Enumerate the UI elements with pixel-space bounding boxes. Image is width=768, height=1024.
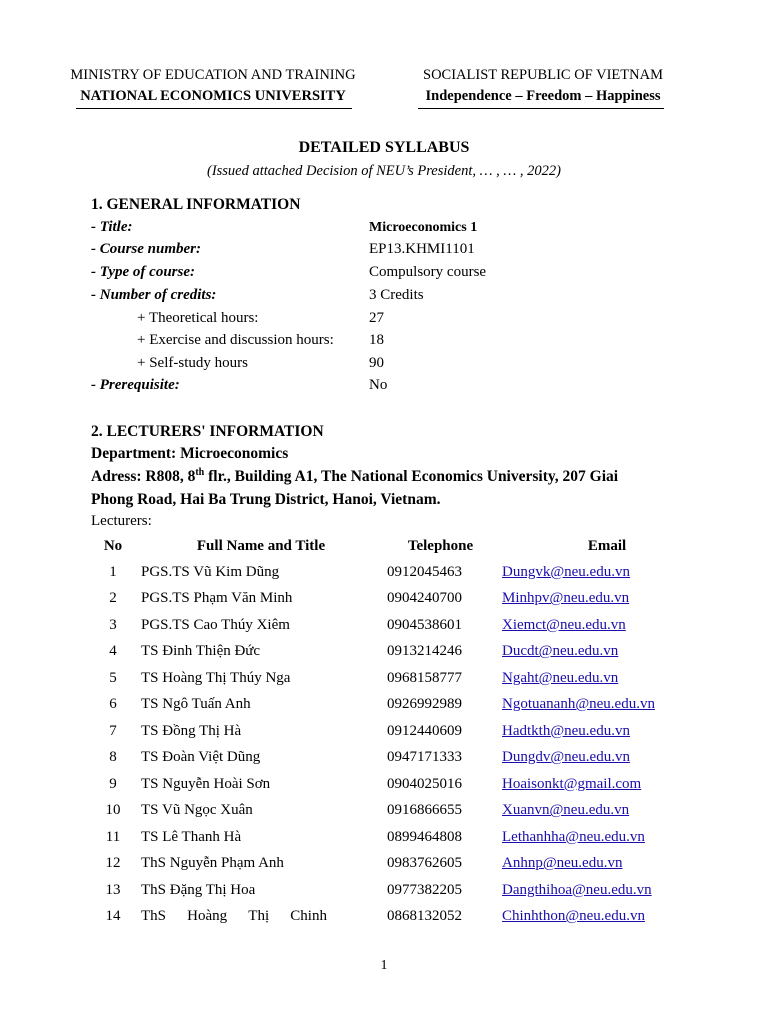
cell-email <box>494 586 712 613</box>
field-label-course-number <box>91 241 201 258</box>
table-row <box>91 639 712 666</box>
field-value-credits: 3 Credits <box>369 287 424 303</box>
cell-email <box>494 798 712 825</box>
cell-email <box>494 559 712 586</box>
table-row <box>91 586 712 613</box>
email-link[interactable]: Minhpv@neu.edu.vn <box>502 590 630 607</box>
field-value-exercise: 18 <box>369 332 384 348</box>
field-value-title: Microeconomics 1 <box>369 220 478 235</box>
cell-email <box>494 639 712 666</box>
cell-telephone: 0926992989 <box>387 696 462 713</box>
cell-email <box>494 612 712 639</box>
field-label-prerequisite: - Prerequisite: <box>91 377 180 393</box>
cell-no: 8 <box>109 749 117 766</box>
address-line-1-pre: Adress: R808, 8 <box>91 468 196 486</box>
table-row <box>91 665 712 692</box>
cell-email <box>494 745 712 772</box>
cell-email <box>494 771 712 798</box>
table-row <box>91 851 712 878</box>
cell-telephone: 0913214246 <box>387 643 462 660</box>
cell-name: PGS.TS Phạm Văn Minh <box>141 590 293 607</box>
email-link[interactable]: Ducdt@neu.edu.vn <box>502 643 619 660</box>
email-link[interactable]: Dangthihoa@neu.edu.vn <box>502 881 652 898</box>
table-row <box>91 612 712 639</box>
email-link[interactable]: Dungvk@neu.edu.vn <box>502 563 630 580</box>
table-row <box>91 798 712 825</box>
address-superscript: th <box>195 467 205 478</box>
cell-no: 4 <box>109 643 117 660</box>
cell-no: 12 <box>105 855 121 872</box>
cell-no: 9 <box>109 775 117 792</box>
cell-name: ThS Đặng Thị Hoa <box>141 881 256 898</box>
cell-telephone: 0947171333 <box>387 749 462 766</box>
email-link[interactable]: Hadtkth@neu.edu.vn <box>502 722 630 739</box>
email-link[interactable]: Hoaisonkt@gmail.com <box>502 775 642 792</box>
cell-name: TS Đoàn Việt Dũng <box>141 749 261 766</box>
cell-no: 1 <box>109 563 117 580</box>
name-word: Chinh <box>290 908 327 925</box>
table-row <box>91 824 712 851</box>
section-lecturers-heading: 2. LECTURERS' INFORMATION <box>91 423 324 440</box>
cell-name: TS Vũ Ngọc Xuân <box>141 802 253 819</box>
cell-telephone: 0983762605 <box>387 855 462 872</box>
cell-no: 7 <box>109 722 117 739</box>
cell-name: TS Đồng Thị Hà <box>141 722 242 739</box>
field-label-theoretical: + Theoretical hours: <box>137 310 259 326</box>
cell-no: 3 <box>109 616 117 633</box>
university-name: NATIONAL ECONOMICS UNIVERSITY <box>80 88 346 104</box>
field-label-type: - Type of course: <box>91 264 195 280</box>
field-value-prerequisite: No <box>369 377 388 393</box>
page-number: 1 <box>380 958 388 973</box>
cell-telephone: 0977382205 <box>387 881 462 898</box>
table-row <box>91 771 712 798</box>
cell-telephone: 0899464808 <box>387 828 462 845</box>
cell-email <box>494 665 712 692</box>
table-row <box>91 904 712 931</box>
email-link[interactable]: Xiemct@neu.edu.vn <box>502 616 626 633</box>
page-subtitle: (Issued attached Decision of NEU’s President, … , … , 2022) <box>206 163 561 179</box>
cell-name: TS Ngô Tuấn Anh <box>141 696 251 713</box>
table-header-row <box>91 533 712 559</box>
cell-email <box>494 851 712 878</box>
field-label-credits: - Number of credits: <box>91 287 217 303</box>
address-line-2: Phong Road, Hai Ba Trung District, Hanoi, Vietnam. <box>91 491 441 508</box>
page-title: DETAILED SYLLABUS <box>298 139 470 156</box>
col-header-no: No <box>103 537 123 554</box>
cell-name: PGS.TS Vũ Kim Dũng <box>141 563 280 580</box>
cell-telephone: 0916866655 <box>387 802 462 819</box>
table-row <box>91 745 712 772</box>
name-word: Hoàng <box>187 908 228 925</box>
cell-name: TS Đinh Thiện Đức <box>141 643 261 660</box>
cell-email <box>494 904 712 931</box>
address-line-1 <box>91 467 618 486</box>
justified-name <box>141 908 327 925</box>
address-line-1-post: flr., Building A1, The National Economics University, 207 Giai <box>204 468 619 486</box>
left-header-underline <box>76 108 352 109</box>
field-label-self-study: + Self-study hours <box>137 355 248 371</box>
cell-telephone: 0904025016 <box>387 775 462 792</box>
cell-name <box>135 904 387 931</box>
email-link[interactable]: Chinhthon@neu.edu.vn <box>502 908 645 925</box>
table-row <box>91 718 712 745</box>
field-label-title: - Title: <box>91 219 133 235</box>
cell-no: 5 <box>109 669 117 686</box>
cell-no: 13 <box>105 881 121 898</box>
cell-name: ThS Nguyễn Phạm Anh <box>141 855 284 872</box>
email-link[interactable]: Anhnp@neu.edu.vn <box>502 855 623 872</box>
department-line: Department: Microeconomics <box>91 445 289 462</box>
cell-telephone: 0912045463 <box>387 563 462 580</box>
right-header-underline <box>418 108 664 109</box>
table-row <box>91 692 712 719</box>
email-link[interactable]: Dungdv@neu.edu.vn <box>502 749 630 766</box>
ministry-name: MINISTRY OF EDUCATION AND TRAINING <box>70 67 356 83</box>
cell-telephone: 0912440609 <box>387 722 462 739</box>
field-label-exercise: + Exercise and discussion hours: <box>137 332 334 348</box>
field-value-self-study: 90 <box>369 355 384 371</box>
republic-name: SOCIALIST REPUBLIC OF VIETNAM <box>423 67 663 83</box>
field-value-type: Compulsory course <box>369 264 487 280</box>
cell-no: 2 <box>109 590 117 607</box>
field-label-course-number-text: - Course number: <box>91 241 202 257</box>
col-header-email: Email <box>587 537 627 554</box>
cell-name: TS Hoàng Thị Thúy Nga <box>141 669 291 686</box>
cell-name: TS Nguyễn Hoài Sơn <box>141 775 271 792</box>
cell-no: 11 <box>105 828 121 845</box>
email-link[interactable]: Lethanhha@neu.edu.vn <box>502 828 645 845</box>
lecturers-label: Lecturers: <box>91 513 152 529</box>
name-word: ThS <box>141 908 167 925</box>
cell-email <box>494 877 712 904</box>
national-motto: Independence – Freedom – Happiness <box>425 88 661 104</box>
email-link[interactable]: Xuanvn@neu.edu.vn <box>502 802 630 819</box>
email-link[interactable]: Ngaht@neu.edu.vn <box>502 669 619 686</box>
table-row <box>91 877 712 904</box>
cell-no: 14 <box>105 908 121 925</box>
cell-name: TS Lê Thanh Hà <box>141 828 242 845</box>
cell-telephone: 0868132052 <box>387 908 462 925</box>
name-word: Thị <box>248 908 270 925</box>
cell-email <box>494 718 712 745</box>
email-link[interactable]: Ngotuananh@neu.edu.vn <box>502 696 655 713</box>
cell-email <box>494 692 712 719</box>
lecturers-table <box>91 533 712 930</box>
field-value-course-number: EP13.KHMI1101 <box>369 241 475 257</box>
col-header-telephone: Telephone <box>407 537 474 554</box>
field-value-theoretical: 27 <box>369 310 384 326</box>
cell-email <box>494 824 712 851</box>
table-row <box>91 559 712 586</box>
col-header-name: Full Name and Title <box>196 537 326 554</box>
cell-name: PGS.TS Cao Thúy Xiêm <box>141 616 290 633</box>
cell-telephone: 0904538601 <box>387 616 462 633</box>
cell-no: 6 <box>109 696 117 713</box>
cell-telephone: 0968158777 <box>387 669 462 686</box>
cell-no: 10 <box>105 802 121 819</box>
cell-telephone: 0904240700 <box>387 590 462 607</box>
section-general-heading: 1. GENERAL INFORMATION <box>91 196 301 213</box>
